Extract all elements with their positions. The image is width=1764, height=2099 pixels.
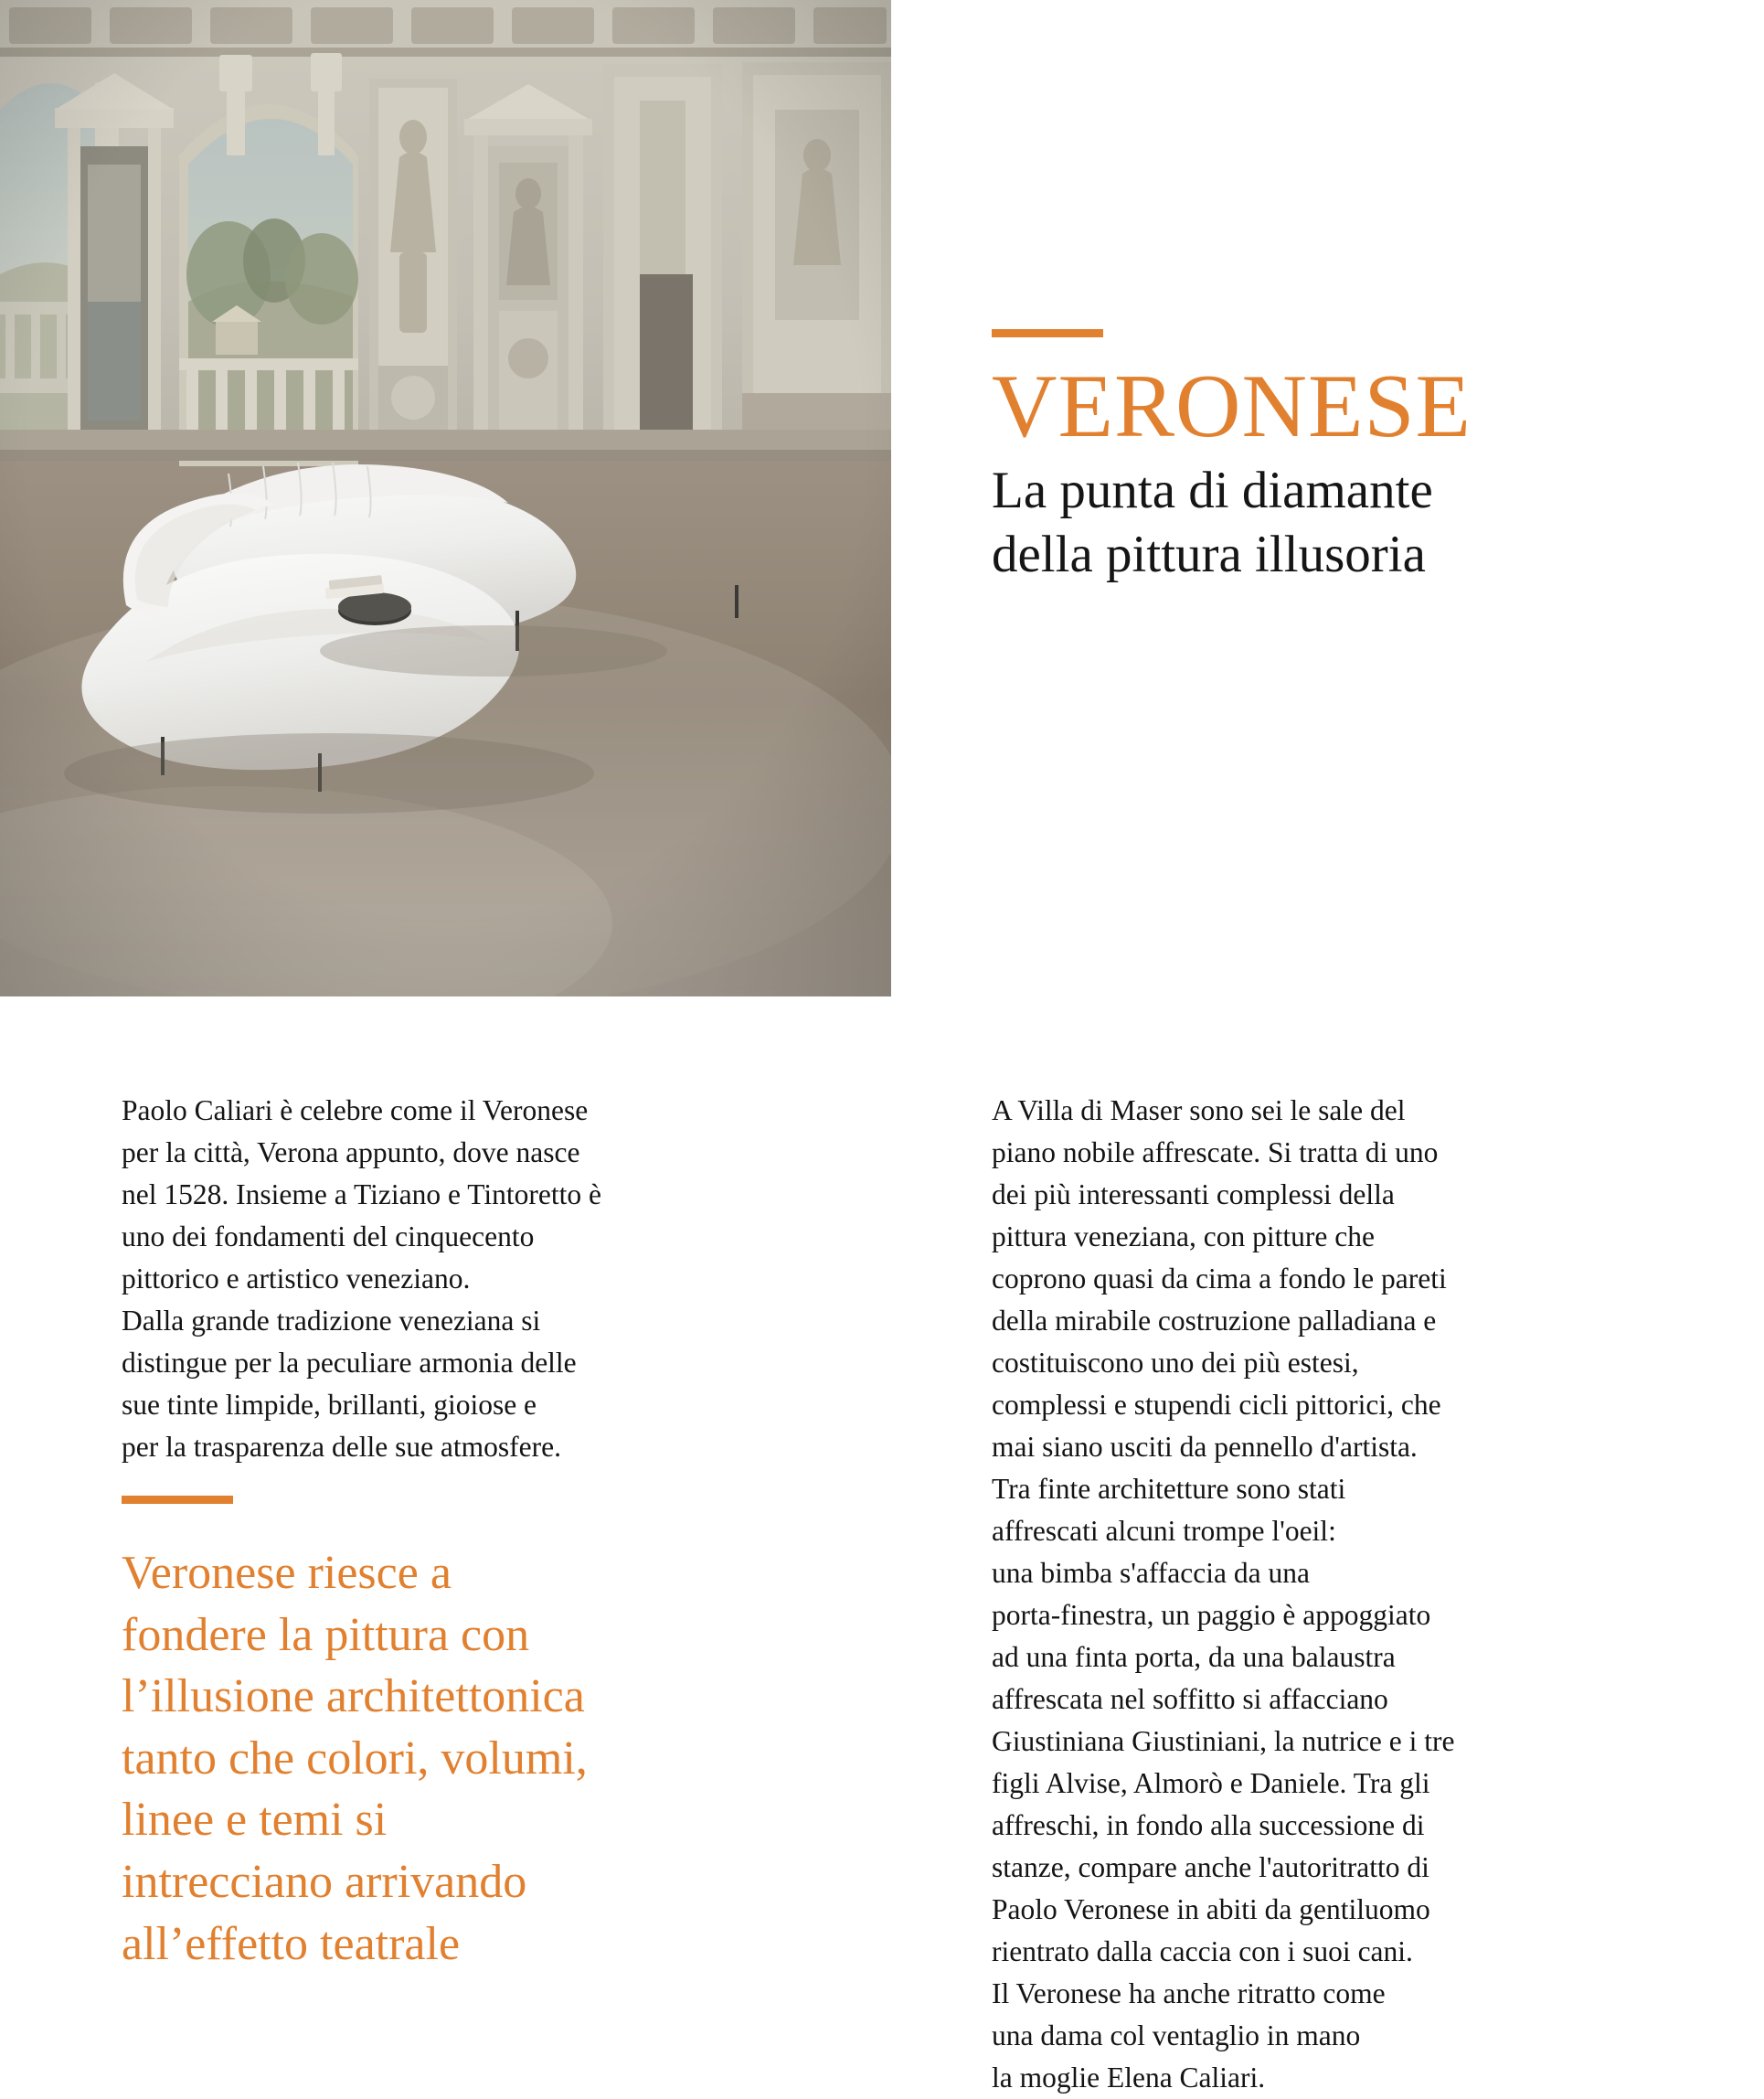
- paragraph-line: per la città, Verona appunto, dove nasce: [122, 1135, 580, 1168]
- paragraph-line: complessi e stupendi cicli pittorici, che: [992, 1388, 1441, 1421]
- paragraph-line: ad una finta porta, da una balaustra: [992, 1640, 1396, 1673]
- paragraph-line: piano nobile affrescate. Si tratta di uno: [992, 1135, 1439, 1168]
- paragraph-line: affrescati alcuni trompe l'oeil:: [992, 1514, 1336, 1547]
- pullquote-line: l’illusione architettonica: [122, 1670, 585, 1723]
- paragraph-line: uno dei fondamenti del cinquecento: [122, 1220, 535, 1252]
- page-subtitle-line-2: della pittura illusoria: [992, 525, 1426, 583]
- title-block: [992, 329, 1723, 586]
- paragraph-line: affreschi, in fondo alla successione di: [992, 1808, 1425, 1841]
- paragraph-line: costituiscono uno dei più estesi,: [992, 1346, 1359, 1379]
- paragraph-line: dei più interessanti complessi della: [992, 1177, 1395, 1210]
- title-accent-rule: [992, 329, 1103, 337]
- paragraph-line: nel 1528. Insieme a Tiziano e Tintoretto è: [122, 1177, 601, 1210]
- paragraph-line: figli Alvise, Almorò e Daniele. Tra gli: [992, 1766, 1430, 1799]
- villa-fresco-interior-photo: [0, 0, 891, 996]
- pullquote-line: tanto che colori, volumi,: [122, 1731, 588, 1785]
- paragraph-line: una bimba s'affaccia da una: [992, 1556, 1310, 1589]
- paragraph-line: Giustiniana Giustiniani, la nutrice e i tre: [992, 1724, 1455, 1757]
- pullquote-line: all’effetto teatrale: [122, 1917, 461, 1970]
- paragraph-line: affrescata nel soffitto si affacciano: [992, 1682, 1388, 1715]
- pullquote-accent-rule: [122, 1496, 233, 1504]
- pullquote-line: fondere la pittura con: [122, 1608, 530, 1661]
- paragraph-line: Il Veronese ha anche ritratto come: [992, 1976, 1386, 2009]
- paragraph-line: Tra finte architetture sono stati: [992, 1472, 1346, 1505]
- paragraph-line: Dalla grande tradizione veneziana si: [122, 1304, 541, 1337]
- page-subtitle: [992, 459, 1723, 586]
- paragraph-line: stanze, compare anche l'autoritratto di: [992, 1850, 1429, 1883]
- pullquote-line: linee e temi si: [122, 1794, 388, 1847]
- paragraph-line: della mirabile costruzione palladiana e: [992, 1304, 1437, 1337]
- paragraph-line: porta-finestra, un paggio è appoggiato: [992, 1598, 1431, 1631]
- paragraph-line: una dama col ventaglio in mano: [992, 2019, 1361, 2051]
- paragraph-line: coprono quasi da cima a fondo le pareti: [992, 1262, 1447, 1295]
- paragraph-line: Paolo Caliari è celebre come il Veronese: [122, 1094, 589, 1126]
- body-column-left: [122, 1090, 725, 1468]
- page-title: VERONESE: [992, 357, 1472, 456]
- paragraph-line: A Villa di Maser sono sei le sale del: [992, 1094, 1406, 1126]
- paragraph-line: Paolo Veronese in abiti da gentiluomo: [992, 1892, 1430, 1925]
- paragraph-line: distingue per la peculiare armonia delle: [122, 1346, 577, 1379]
- pullquote-line: intrecciano arrivando: [122, 1855, 527, 1908]
- paragraph-line: rientrato dalla caccia con i suoi cani.: [992, 1934, 1413, 1967]
- paragraph-line: per la trasparenza delle sue atmosfere.: [122, 1430, 561, 1463]
- page-subtitle-line-1: La punta di diamante: [992, 461, 1433, 519]
- hero-image: [0, 0, 891, 996]
- pullquote-text: [122, 1542, 780, 1975]
- pullquote-line: Veronese riesce a: [122, 1547, 452, 1599]
- paragraph-line: mai siano usciti da pennello d'artista.: [992, 1430, 1418, 1463]
- body-column-right: [992, 1090, 1631, 2099]
- paragraph-line: pittorico e artistico veneziano.: [122, 1262, 471, 1295]
- pullquote-block: [122, 1496, 780, 1975]
- paragraph-line: pittura veneziana, con pitture che: [992, 1220, 1375, 1252]
- paragraph-line: sue tinte limpide, brillanti, gioiose e: [122, 1388, 537, 1421]
- paragraph-line: la moglie Elena Caliari.: [992, 2061, 1266, 2094]
